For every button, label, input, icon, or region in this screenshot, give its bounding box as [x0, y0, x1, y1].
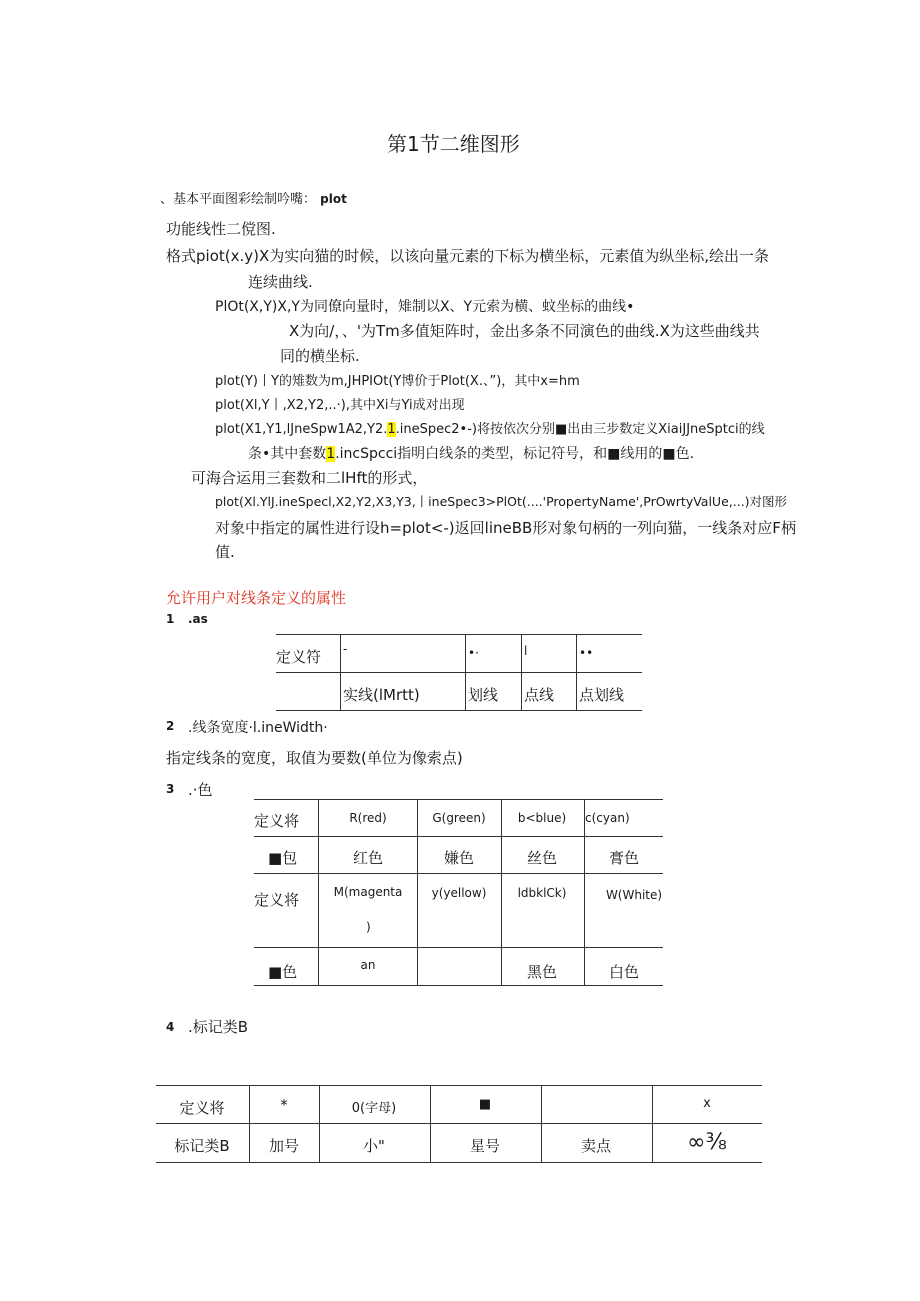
table2-cell: y(yellow): [431, 886, 487, 900]
table2-cell: M(magenta: [333, 885, 403, 899]
table2-cell: G(green): [432, 811, 486, 825]
para-5b-pre: 条•其中套数: [248, 446, 327, 462]
para-2b: X为向/，、'为Tm多值矩阵时，金出多条不同演色的曲线.X为这些曲线共: [289, 322, 760, 340]
section-heading: [160, 188, 347, 207]
table3-cell: ■: [478, 1097, 492, 1112]
table2-cell: an: [360, 958, 376, 972]
table1-sym: -: [343, 642, 348, 656]
para-7b: 对象中指定的属性进行设h=plot<-)返回lineBB形对象句柄的一列向猫，一线条对应F柄: [215, 519, 796, 537]
table2-cell: 嫌色: [443, 849, 475, 867]
table3-cell: 0(字母): [351, 1101, 397, 1116]
para-4: plot(Xl,Y丨,X2,Y2,..·),其中Xi与Yi成对出现: [215, 398, 465, 413]
item2-label: .线条宽度·l.ineWidth·: [188, 720, 328, 736]
table1-name: 点划线: [579, 686, 625, 704]
table1-name: [343, 684, 420, 705]
table2-cell: 红色: [352, 849, 384, 867]
table3-cell: ∞⅜: [687, 1130, 727, 1155]
table1-name: 划线: [468, 686, 499, 704]
table2-cell-wrap: ): [366, 920, 371, 934]
table1-sym: ••: [579, 646, 594, 660]
para-5a-pre: plot(X1,Y1,lJneSpw1A2,Y2.: [215, 422, 388, 437]
table1-name: 点线: [524, 686, 555, 704]
section-heading-text: 、基本平面图彩绘制吟嘴：: [160, 192, 317, 207]
format-prefix: 格式: [166, 247, 197, 265]
table2-cell: 白色: [608, 963, 640, 981]
para-5a-highlight: 1: [387, 422, 396, 437]
table2-cell: c(cyan): [585, 811, 630, 825]
table1-name-text: 实线(lMrtt): [343, 686, 420, 704]
format-text: piot(x.y)X为实向猫的时候，以该向量元素的下标为横坐标，元素值为纵坐标,绘出一条: [196, 247, 770, 265]
table3-cell: x: [703, 1096, 711, 1111]
func-line: 功能线性二傥图.: [166, 220, 276, 238]
table1-header: 定义符: [276, 648, 322, 666]
para-3: plot(Y)丨Y的雉数为m,JHPIOt(Y博价于Plot(X.、”)，其中x=hm: [215, 374, 580, 389]
item2-desc-text: 指定线条的宽度，取值为要数(单位为像索点): [166, 749, 463, 767]
table2-cell: R(red): [349, 811, 387, 825]
para-2c: 同的横坐标.: [280, 347, 360, 365]
table2-cell: 黑色: [526, 963, 558, 981]
format-line: [166, 245, 769, 266]
para-5a: [215, 418, 765, 437]
table3-cell: 定义将: [179, 1099, 225, 1117]
table2-cell: 膏色: [608, 849, 640, 867]
table3-cell: 星号: [469, 1137, 501, 1155]
item4-label: .标记类B: [188, 1018, 249, 1036]
para-5b-highlight: 1: [326, 446, 336, 462]
para-7a: plot(Xl.YlJ.ineSpecl,X2,Y2,X3,Y3,丨ineSpec3>PlOt(....'PropertyName',PrOwrtyValUe,...)对图形: [215, 494, 788, 509]
item2-num: 2: [166, 719, 175, 733]
table1-sym: •·: [468, 646, 479, 660]
table3-cell: 加号: [268, 1137, 300, 1155]
section-heading-cmd: plot: [320, 192, 347, 206]
table3-cell: 标记类B: [174, 1137, 230, 1155]
table2-row-label: ■包: [268, 849, 298, 867]
item1-label: .as: [188, 612, 208, 626]
table1-sym: l: [524, 644, 528, 658]
table2-cell: 丝色: [526, 849, 558, 867]
table2-row-label: ■色: [268, 963, 298, 981]
para-2a: PlOt(X,Y)X,Y为同僚向量时，雉制以X、Y元索为横、蚊坐标的曲线•: [215, 299, 635, 315]
para-7c: 值.: [215, 543, 235, 561]
para-5b: [248, 443, 694, 463]
table2-cell: ldbklCk): [517, 886, 567, 900]
table2-cell: b<blue): [517, 811, 567, 825]
para-6: 可海合运用三套数和二lHft的形式，: [191, 469, 428, 487]
red-heading: 允许用户对线条定义的属性: [166, 589, 347, 607]
item1-num: 1: [166, 612, 175, 626]
format-line-cont: 连续曲线.: [248, 273, 313, 291]
table2-row-label: 定义将: [254, 891, 300, 909]
table3-cell: 小": [363, 1137, 385, 1155]
para-5b-post: .incSpcci指明白线条的类型，标记符号，和■线用的■色.: [335, 446, 695, 462]
para-5a-post: .ineSpec2•-)将按依次分别■出由三步数定义XiaiJJneSptci的线: [395, 422, 765, 437]
table2-row-label: 定义将: [254, 812, 300, 830]
item3-num: 3: [166, 782, 175, 796]
page-title: 第1节二维图形: [387, 132, 520, 156]
item4-num: 4: [166, 1020, 175, 1034]
item3-label: .·色: [188, 781, 213, 799]
table3-cell: 卖点: [580, 1137, 612, 1155]
table2-cell: W(White): [605, 888, 663, 902]
table3-cell: *: [280, 1096, 288, 1114]
